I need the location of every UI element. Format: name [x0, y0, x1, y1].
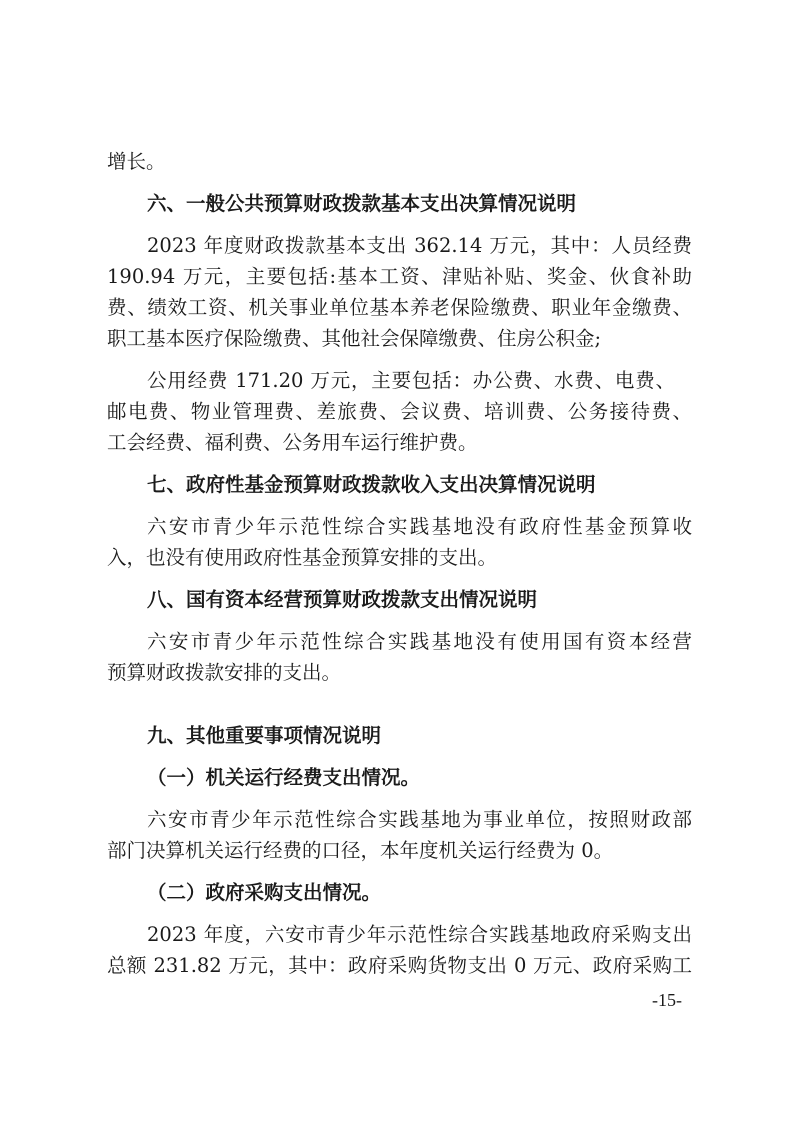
paragraph-line: 六安市青少年示范性综合实践基地没有使用国有资本经营	[147, 630, 692, 653]
paragraph-line: 工会经费、福利费、公务用车运行维护费。	[107, 431, 478, 454]
page-number: -15-	[652, 990, 682, 1010]
paragraph-line: 六安市青少年示范性综合实践基地没有政府性基金预算收	[147, 515, 692, 538]
paragraph-line: 2023 年度，六安市青少年示范性综合实践基地政府采购支出	[147, 923, 692, 946]
paragraph-line: 总额 231.82 万元，其中：政府采购货物支出 0 万元、政府采购工	[107, 954, 692, 977]
paragraph-line: 职工基本医疗保险缴费、其他社会保障缴费、住房公积金;	[107, 327, 602, 350]
paragraph-line: 入，也没有使用政府性基金预算安排的支出。	[107, 546, 498, 569]
section-heading-9: 九、其他重要事项情况说明	[147, 724, 382, 747]
section-heading-7: 七、政府性基金预算财政拨款收入支出决算情况说明	[147, 473, 596, 496]
subsection-heading-2: （二）政府采购支出情况。	[147, 881, 382, 904]
paragraph-line: 预算财政拨款安排的支出。	[107, 661, 342, 684]
section-heading-8: 八、国有资本经营预算财政拨款支出情况说明	[147, 588, 538, 611]
subsection-heading-1: （一）机关运行经费支出情况。	[147, 766, 421, 789]
paragraph-line: 六安市青少年示范性综合实践基地为事业单位，按照财政部	[147, 808, 692, 831]
paragraph-line: 公用经费 171.20 万元，主要包括：办公费、水费、电费、	[147, 369, 675, 392]
paragraph-line: 190.94 万元，主要包括:基本工资、津贴补贴、奖金、伙食补助	[107, 265, 692, 288]
paragraph-line: 2023 年度财政拨款基本支出 362.14 万元，其中：人员经费	[147, 234, 692, 257]
paragraph-line: 增长。	[107, 150, 166, 173]
paragraph-line: 费、绩效工资、机关事业单位基本养老保险缴费、职业年金缴费、	[107, 296, 692, 319]
section-heading-6: 六、一般公共预算财政拨款基本支出决算情况说明	[147, 192, 577, 215]
paragraph-line: 部门决算机关运行经费的口径，本年度机关运行经费为 0。	[107, 839, 614, 862]
paragraph-line: 邮电费、物业管理费、差旅费、会议费、培训费、公务接待费、	[107, 400, 692, 423]
